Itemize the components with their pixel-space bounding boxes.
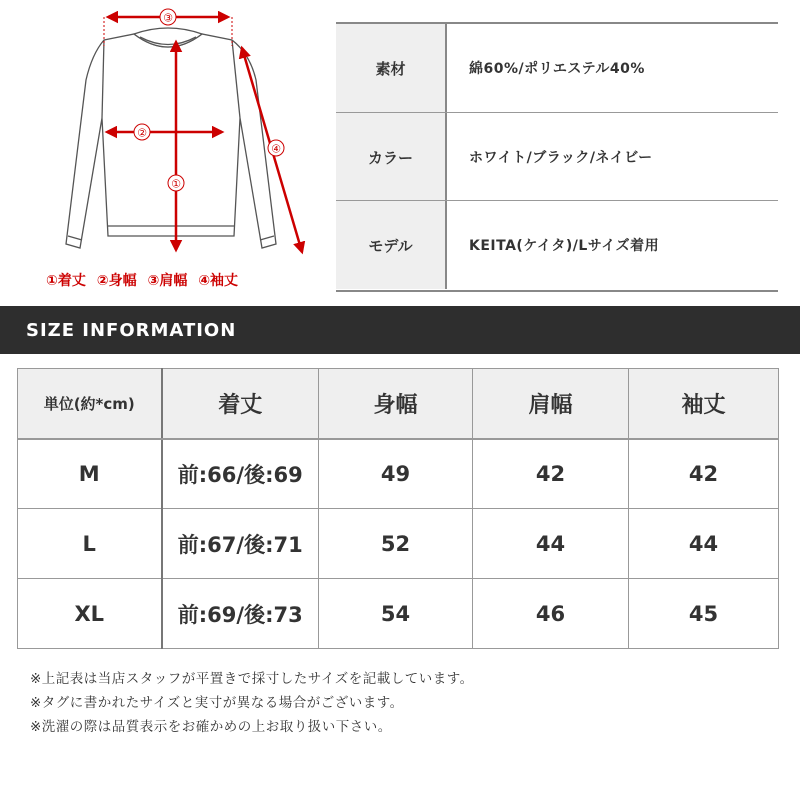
note-line: ※上記表は当店スタッフが平置きで採寸したサイズを記載しています。 [30,671,474,687]
table-row [18,509,779,579]
table-cell: 49 [319,439,473,509]
sleeve-marker: ④ [271,142,281,156]
product-spec-table [336,22,778,292]
table-cell: 52 [319,509,473,579]
legend-sleeve: ④袖丈 [198,273,239,289]
table-row [18,439,779,509]
size-table [17,368,779,649]
size-information-header: SIZE INFORMATION [0,306,800,354]
length-marker: ① [171,177,181,191]
spec-key: カラー [336,113,447,201]
notes [30,667,770,739]
table-cell: 42 [473,439,629,509]
spec-value: KEITA(ケイタ)/Lサイズ着用 [469,238,660,254]
spec-key: モデル [336,201,447,289]
spec-row-color [336,112,778,201]
spec-value: ホワイト/ブラック/ネイビー [469,150,653,166]
chest-marker: ② [137,126,147,140]
legend-chest: ②身幅 [96,273,137,289]
note-line: ※洗濯の際は品質表示をお確かめの上お取り扱い下さい。 [30,719,392,735]
table-cell: 42 [629,439,779,509]
unit-label: 単位(約*cm) [18,369,162,439]
size-table-header-row [18,369,779,439]
legend-shoulder: ③肩幅 [147,273,188,289]
legend-length: ①着丈 [46,273,86,289]
size-label: M [18,439,162,509]
column-header-length: 着丈 [162,369,319,439]
shoulder-marker: ③ [163,11,173,25]
spec-value: 綿60%/ポリエステル40% [469,61,645,77]
column-header-chest: 身幅 [319,369,473,439]
table-cell: 44 [473,509,629,579]
table-cell: 54 [319,579,473,649]
note-line: ※タグに書かれたサイズと実寸が異なる場合がございます。 [30,695,404,711]
column-header-sleeve: 袖丈 [629,369,779,439]
spec-row-material [336,24,778,112]
table-cell: 前:69/後:73 [162,579,319,649]
table-cell: 前:66/後:69 [162,439,319,509]
table-cell: 45 [629,579,779,649]
column-header-shoulder: 肩幅 [473,369,629,439]
size-label: L [18,509,162,579]
measurement-legend [46,270,306,290]
table-row [18,579,779,649]
table-cell: 44 [629,509,779,579]
table-cell: 前:67/後:71 [162,509,319,579]
spec-row-model [336,200,778,289]
sweatshirt-outline [66,28,276,248]
spec-key: 素材 [336,24,447,112]
table-cell: 46 [473,579,629,649]
garment-measurement-diagram [0,0,330,300]
size-label: XL [18,579,162,649]
